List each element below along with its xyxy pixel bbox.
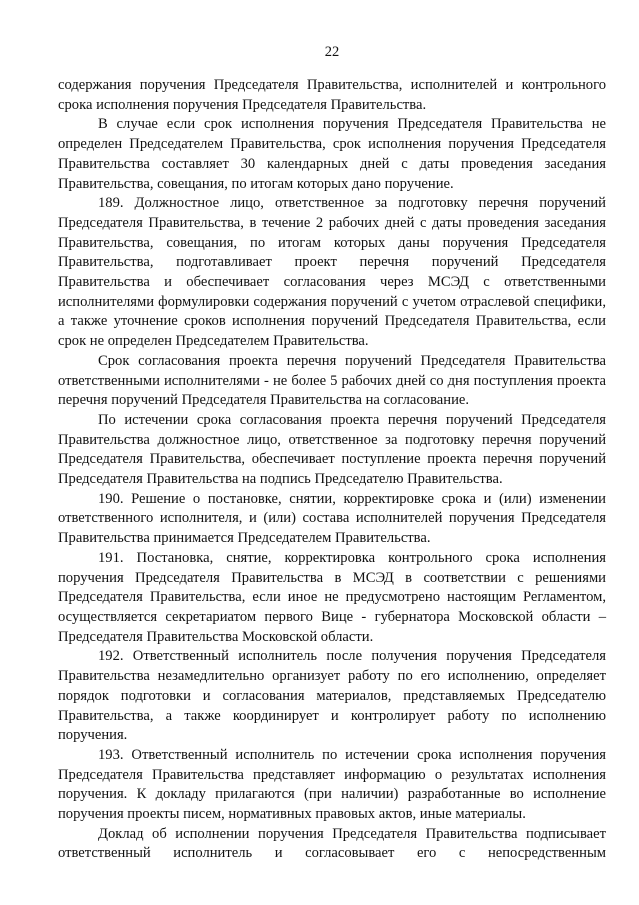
paragraph-approval-term: Срок согласования проекта перечня поручений Председателя Правительства ответственными исполнителями - не более 5 рабочих дней со дня поступления проекта перечня поручений Председателя Правительства на согласование.: [58, 352, 606, 409]
page-number: 22: [324, 44, 340, 60]
paragraph-continuation: содержания поручения Председателя Правительства, исполнителей и контрольного срока исполнения поручения Председателя Правительства.: [58, 77, 606, 113]
paragraph-193: 193. Ответственный исполнитель по истечении срока исполнения поручения Председателя Правительства представляет информацию о результатах исполнения поручения. К докладу прилагаются (при наличии) разработанные во исполнение поручения проекты писем, нормативных правовых актов, иные материалы.: [58, 746, 606, 823]
document-body: [58, 76, 606, 864]
paragraph-189: 189. Должностное лицо, ответственное за подготовку перечня поручений Председателя Правительства, в течение 2 рабочих дней с даты проведения заседания Правительства, совещания, по итогам которых даны поручения Председателя Правительства, подготавливает проект перечня поручений Председателя Правительства и обеспечивает согласования через МСЭД с ответственными исполнителями формулировки содержания поручений с учетом отраслевой специфики, а также уточнение сроков исполнения поручений Председателя Правительства, если срок не определен Председателем Правительства.: [58, 195, 606, 350]
paragraph-deadline-default: В случае если срок исполнения поручения Председателя Правительства не определен Председателем Правительства, срок исполнения поручения Председателя Правительства составляет 30 календарных дней с даты проведения заседания Правительства, совещания, по итогам которых дано поручение.: [58, 116, 606, 192]
paragraph-192: 192. Ответственный исполнитель после получения поручения Председателя Правительства незамедлительно организует работу по его исполнению, определяет порядок подготовки и согласования материалов, представляемых Председателю Правительства, а также координирует и контролирует работу по исполнению поручения.: [58, 648, 606, 744]
paragraph-report-signing: Доклад об исполнении поручения Председателя Правительства подписывает ответственный исполнитель и согласовывает его с непосредственным: [58, 825, 606, 862]
document-page: [58, 0, 606, 905]
paragraph-after-approval: По истечении срока согласования проекта перечня поручений Председателя Правительства должностное лицо, ответственное за подготовку перечня поручений Председателя Правительства, обеспечивает поступление проекта перечня поручений Председателя Правительства на подпись Председателю Правительства.: [58, 411, 606, 488]
paragraph-190: 190. Решение о постановке, снятии, корректировке срока и (или) изменении ответственного исполнителя, и (или) состава исполнителей поручения Председателя Правительства принимается Председателем Правительства.: [58, 490, 606, 547]
paragraph-191: 191. Постановка, снятие, корректировка контрольного срока исполнения поручения Председателя Правительства в МСЭД в соответствии с решениями Председателя Правительства, если иное не предусмотрено настоящим Регламентом, осуществляется секретариатом первого Вице - губернатора Московской области – Председателя Правительства Московской области.: [58, 549, 606, 645]
